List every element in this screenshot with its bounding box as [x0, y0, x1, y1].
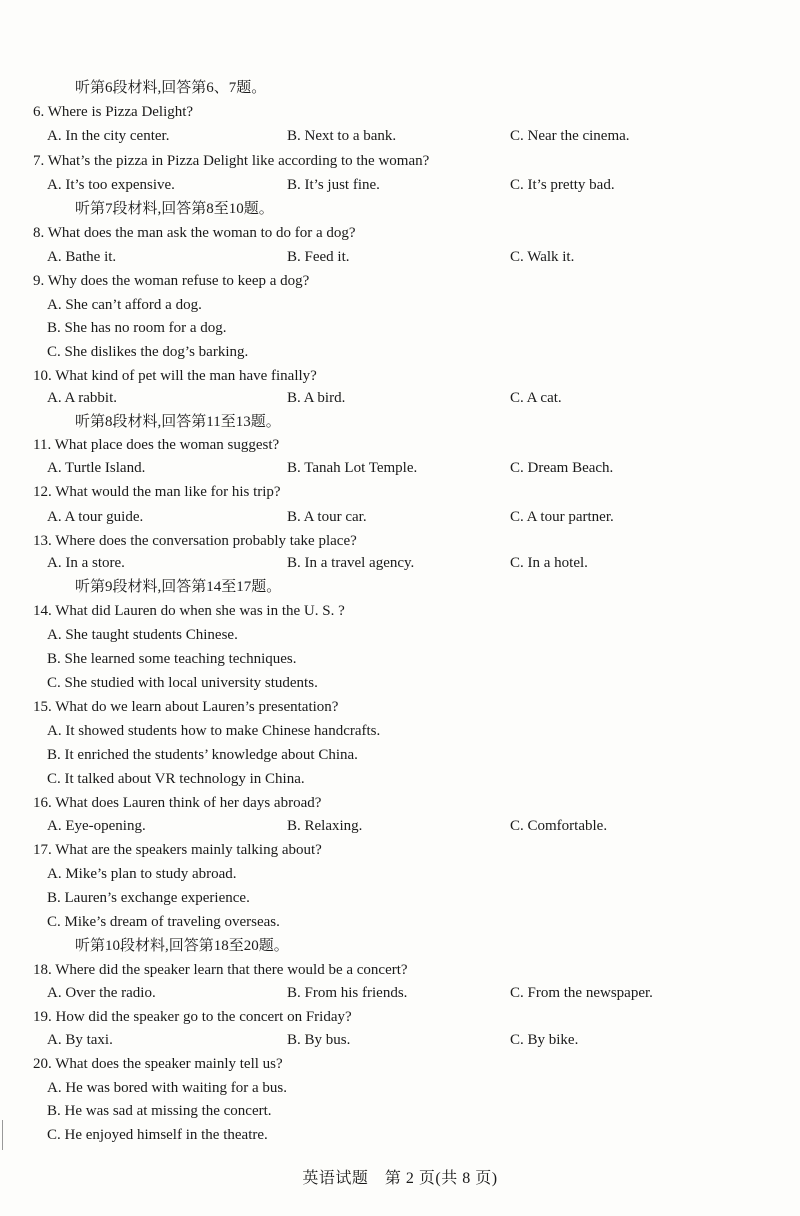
answer-option: A. In the city center.: [47, 128, 170, 144]
question-number: 18.: [33, 962, 52, 978]
question-text: [33, 531, 357, 551]
question-body: What do we learn about Lauren’s presentation?: [55, 699, 339, 715]
answer-option: C. From the newspaper.: [510, 985, 653, 1001]
question-body: What does Lauren think of her days abroad?: [55, 795, 322, 811]
answer-option: C. A cat.: [510, 390, 562, 406]
answer-option: A. Bathe it.: [47, 249, 117, 265]
question-number: 8.: [33, 225, 45, 241]
question-number: 11.: [33, 437, 52, 453]
scan-edge: [2, 1120, 3, 1150]
answer-option: A. A tour guide.: [47, 509, 144, 525]
question-body: What’s the pizza in Pizza Delight like according to the woman?: [47, 153, 430, 169]
question-text: [33, 435, 279, 455]
answer-option: B. It’s just fine.: [287, 177, 380, 193]
question-text: [33, 271, 309, 291]
answer-option: C. A tour partner.: [510, 509, 614, 525]
question-text: [33, 1054, 283, 1074]
answer-option: B. She has no room for a dog.: [47, 320, 227, 336]
answer-option: C. By bike.: [510, 1032, 579, 1048]
answer-option: C. He enjoyed himself in the theatre.: [47, 1127, 268, 1143]
answer-option: B. It enriched the students’ knowledge about China.: [47, 747, 358, 763]
answer-option: A. She taught students Chinese.: [47, 627, 238, 643]
question-number: 16.: [33, 795, 52, 811]
section-header: 听第9段材料,回答第14至17题。: [75, 579, 282, 595]
section-header: 听第6段材料,回答第6、7题。: [75, 80, 267, 96]
question-number: 20.: [33, 1056, 52, 1072]
answer-option: B. Feed it.: [287, 249, 350, 265]
answer-option: B. Tanah Lot Temple.: [287, 460, 418, 476]
question-number: 7.: [33, 153, 45, 169]
section-header: 听第8段材料,回答第11至13题。: [75, 414, 281, 430]
question-number: 10.: [33, 368, 52, 384]
answer-option: A. Turtle Island.: [47, 460, 146, 476]
answer-option: B. Lauren’s exchange experience.: [47, 890, 250, 906]
section-header: 听第10段材料,回答第18至20题。: [75, 938, 289, 954]
question-number: 19.: [33, 1009, 52, 1025]
question-text: [33, 697, 338, 717]
answer-option: A. Over the radio.: [47, 985, 156, 1001]
answer-option: B. He was sad at missing the concert.: [47, 1103, 272, 1119]
question-number: 9.: [33, 273, 45, 289]
answer-option: B. A bird.: [287, 390, 346, 406]
question-body: How did the speaker go to the concert on Friday?: [55, 1009, 352, 1025]
question-number: 13.: [33, 533, 52, 549]
answer-option: A. Mike’s plan to study abroad.: [47, 866, 237, 882]
page-footer: 英语试题 第 2 页(共 8 页): [302, 1170, 498, 1187]
question-text: [33, 482, 281, 502]
question-text: [33, 840, 322, 860]
question-number: 15.: [33, 699, 52, 715]
answer-option: C. She dislikes the dog’s barking.: [47, 344, 249, 360]
question-body: Where did the speaker learn that there would be a concert?: [55, 962, 408, 978]
question-text: [33, 366, 317, 386]
question-text: [33, 1007, 352, 1027]
question-body: What kind of pet will the man have finally?: [55, 368, 317, 384]
question-body: What are the speakers mainly talking about?: [55, 842, 322, 858]
answer-option: A. She can’t afford a dog.: [47, 297, 202, 313]
question-number: 17.: [33, 842, 52, 858]
answer-option: B. Next to a bank.: [287, 128, 397, 144]
answer-option: C. Mike’s dream of traveling overseas.: [47, 914, 280, 930]
answer-option: B. Relaxing.: [287, 818, 363, 834]
question-number: 14.: [33, 603, 52, 619]
question-body: What does the speaker mainly tell us?: [55, 1056, 283, 1072]
answer-option: A. By taxi.: [47, 1032, 113, 1048]
answer-option: B. She learned some teaching techniques.: [47, 651, 297, 667]
answer-option: A. A rabbit.: [47, 390, 117, 406]
question-body: What would the man like for his trip?: [55, 484, 281, 500]
question-text: [33, 223, 356, 243]
question-number: 12.: [33, 484, 52, 500]
question-text: [33, 102, 193, 122]
question-body: What does the man ask the woman to do for a dog?: [47, 225, 356, 241]
section-header: 听第7段材料,回答第8至10题。: [75, 201, 274, 217]
question-body: What did Lauren do when she was in the U. S. ?: [55, 603, 345, 619]
answer-option: C. It talked about VR technology in China.: [47, 771, 305, 787]
answer-option: B. By bus.: [287, 1032, 351, 1048]
question-text: [33, 601, 345, 621]
answer-option: B. A tour car.: [287, 509, 367, 525]
answer-option: C. It’s pretty bad.: [510, 177, 615, 193]
answer-option: A. In a store.: [47, 555, 125, 571]
question-text: [33, 960, 408, 980]
question-number: 6.: [33, 104, 45, 120]
answer-option: A. He was bored with waiting for a bus.: [47, 1080, 287, 1096]
answer-option: B. In a travel agency.: [287, 555, 415, 571]
answer-option: A. It showed students how to make Chinese handcrafts.: [47, 723, 381, 739]
question-body: What place does the woman suggest?: [54, 437, 280, 453]
question-text: [33, 793, 321, 813]
question-body: Where is Pizza Delight?: [47, 104, 194, 120]
answer-option: C. She studied with local university students.: [47, 675, 318, 691]
answer-option: C. Walk it.: [510, 249, 575, 265]
question-body: Where does the conversation probably take place?: [55, 533, 357, 549]
answer-option: C. Near the cinema.: [510, 128, 630, 144]
answer-option: B. From his friends.: [287, 985, 408, 1001]
answer-option: C. In a hotel.: [510, 555, 588, 571]
answer-option: C. Comfortable.: [510, 818, 608, 834]
question-body: Why does the woman refuse to keep a dog?: [47, 273, 310, 289]
answer-option: A. It’s too expensive.: [47, 177, 175, 193]
question-text: [33, 151, 429, 171]
answer-option: C. Dream Beach.: [510, 460, 614, 476]
answer-option: A. Eye-opening.: [47, 818, 146, 834]
